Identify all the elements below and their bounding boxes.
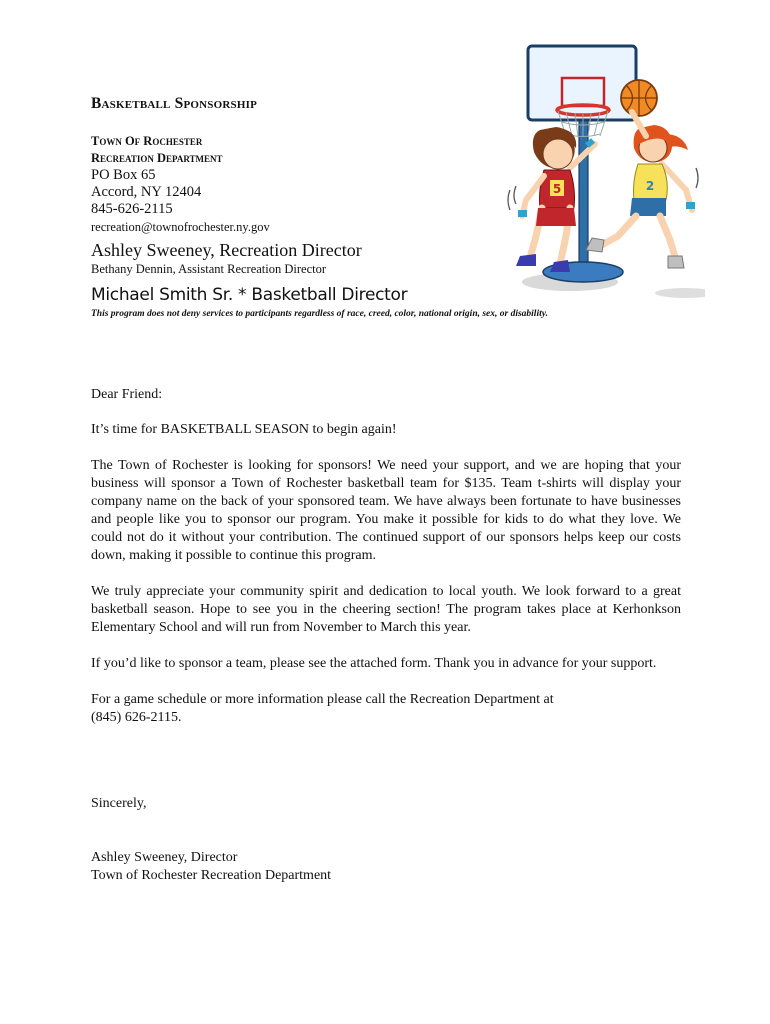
paragraph-season: It’s time for BASKETBALL SEASON to begin again! [91, 422, 397, 437]
phone-number: 845-626-2115 [91, 201, 173, 217]
document-title: Basketball Sponsorship [91, 95, 257, 112]
backboard [528, 46, 636, 120]
left-jersey-number: 5 [552, 182, 562, 196]
department-name: Recreation Department [91, 151, 223, 165]
director-line: Ashley Sweeney, Recreation Director [91, 240, 362, 260]
basketball-director-line: Michael Smith Sr. * Basketball Director [91, 285, 408, 305]
assistant-director-line: Bethany Dennin, Assistant Recreation Director [91, 262, 327, 276]
right-jersey-number: 2 [645, 179, 655, 193]
paragraph-sponsors: The Town of Rochester is looking for sponsors! We need your support, and we are hoping that your business will sponsor a Town of Rochester basketball team for $135. Team t-shirts will display your company name on the back of your sponsored team. We have always been fortunate to have businesses and people like you to sponsor our program. You make it possible for kids to do what they love. We could not do it without your contribution. The continued support of our sponsors helps keep our costs down, making it possible to continue this program. [91, 458, 681, 563]
city-line: Accord, NY 12404 [91, 184, 202, 200]
signature-org: Town of Rochester Recreation Department [91, 868, 332, 883]
signature-name: Ashley Sweeney, Director [91, 850, 238, 865]
basketball-kids-illustration [500, 40, 705, 305]
right-player [586, 112, 695, 268]
basketball-icon [621, 80, 657, 116]
paragraph-appreciation: We truly appreciate your community spirit and dedication to local youth. We look forward to a great basketball season. Hope to see you in the cheering section! The program takes place at Kerhonkson Elementary School and will run from November to March this year. [91, 584, 681, 635]
ground-shadow [655, 288, 705, 298]
paragraph-info-line1: For a game schedule or more information please call the Recreation Department at [91, 692, 554, 707]
nondiscrimination-notice: This program does not deny services to participants regardless of race, creed, color, national origin, sex, or disability. [91, 309, 548, 319]
paragraph-info-line2: (845) 626-2115. [91, 710, 182, 725]
org-name: Town Of Rochester [91, 134, 203, 148]
po-box: PO Box 65 [91, 167, 156, 183]
letter-body [91, 386, 681, 727]
greeting: Dear Friend: [91, 387, 163, 402]
closing: Sincerely, [91, 796, 147, 811]
email-address: recreation@townofrochester.ny.gov [91, 220, 270, 234]
paragraph-form: If you’d like to sponsor a team, please see the attached form. Thank you in advance for your support. [91, 656, 657, 671]
